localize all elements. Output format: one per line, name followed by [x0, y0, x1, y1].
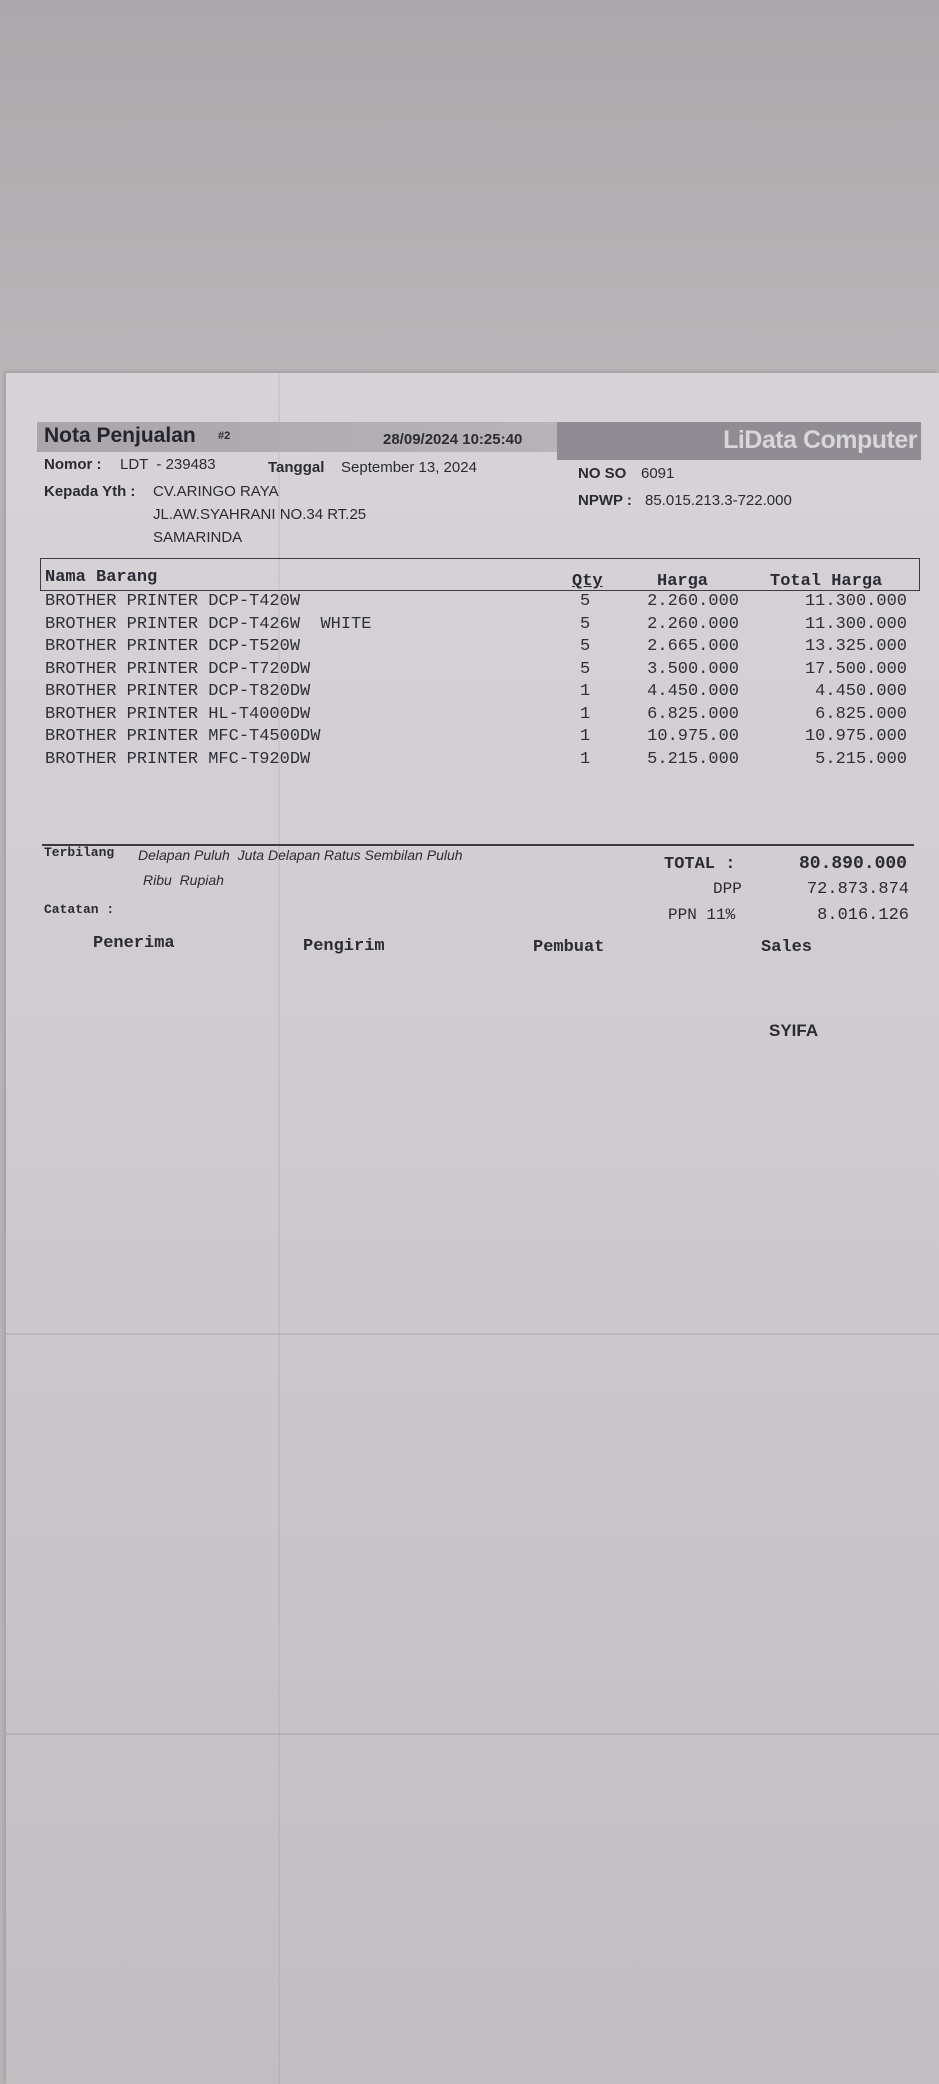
item-name: BROTHER PRINTER HL-T4000DW — [45, 705, 311, 724]
paper-fold-line — [6, 1333, 939, 1335]
column-header-qty: Qty — [572, 572, 603, 591]
item-name: BROTHER PRINTER DCP-T820DW — [45, 682, 311, 701]
item-name: BROTHER PRINTER MFC-T4500DW — [45, 727, 321, 746]
npwp-label: NPWP : — [578, 492, 632, 509]
customer-city: SAMARINDA — [153, 529, 243, 546]
table-row — [0, 727, 939, 749]
table-row — [0, 637, 939, 659]
table-row — [0, 682, 939, 704]
nomor-value: LDT - 239483 — [120, 456, 216, 473]
catatan-label: Catatan : — [44, 902, 115, 917]
item-total: 6.825.000 — [815, 705, 907, 724]
item-qty: 5 — [580, 660, 591, 679]
item-total: 17.500.000 — [804, 660, 907, 679]
kepada-label: Kepada Yth : — [44, 483, 136, 500]
total-value: 80.890.000 — [798, 854, 907, 874]
ppn-value: 8.016.126 — [817, 906, 909, 925]
background-surface — [0, 0, 939, 380]
item-total: 11.300.000 — [804, 615, 907, 634]
item-price: 2.260.000 — [647, 592, 739, 611]
item-price: 3.500.000 — [647, 660, 739, 679]
terbilang-text-line1: Delapan Puluh Juta Delapan Ratus Sembilan Puluh — [138, 847, 463, 863]
copy-mark: #2 — [218, 430, 231, 442]
terbilang-text-line2: Ribu Rupiah — [143, 872, 224, 888]
item-price: 4.450.000 — [647, 682, 739, 701]
dpp-value: 72.873.874 — [806, 880, 909, 899]
terbilang-label: Terbilang — [44, 845, 115, 860]
item-name: BROTHER PRINTER DCP-T420W — [45, 592, 301, 611]
item-qty: 1 — [580, 705, 591, 724]
item-qty: 1 — [580, 750, 591, 769]
item-price: 2.665.000 — [647, 637, 739, 656]
ppn-label: PPN 11% — [668, 906, 736, 924]
column-header-price: Harga — [657, 572, 709, 591]
item-total: 5.215.000 — [815, 750, 907, 769]
customer-address: JL.AW.SYAHRANI NO.34 RT.25 — [153, 506, 367, 523]
item-price: 6.825.000 — [647, 705, 739, 724]
no-so-value: 6091 — [641, 465, 675, 482]
sales-name: SYIFA — [769, 1021, 819, 1040]
item-qty: 5 — [580, 615, 591, 634]
item-qty: 1 — [580, 682, 591, 701]
item-qty: 5 — [580, 592, 591, 611]
table-row — [0, 705, 939, 727]
tanggal-value: September 13, 2024 — [341, 459, 477, 476]
nomor-label: Nomor : — [44, 456, 102, 473]
company-banner — [557, 422, 921, 460]
column-header-name: Nama Barang — [45, 568, 158, 587]
item-price: 5.215.000 — [647, 750, 739, 769]
table-row — [0, 592, 939, 614]
document-title: Nota Penjualan — [44, 424, 196, 447]
item-total: 13.325.000 — [804, 637, 907, 656]
signature-pengirim: Pengirim — [303, 937, 385, 956]
item-total: 10.975.000 — [804, 727, 907, 746]
item-total: 11.300.000 — [804, 592, 907, 611]
signature-pembuat: Pembuat — [533, 938, 605, 957]
signature-penerima: Penerima — [93, 934, 175, 953]
item-qty: 5 — [580, 637, 591, 656]
item-total: 4.450.000 — [815, 682, 907, 701]
column-header-total: Total Harga — [770, 572, 883, 591]
item-name: BROTHER PRINTER MFC-T920DW — [45, 750, 311, 769]
table-row — [0, 615, 939, 637]
item-name: BROTHER PRINTER DCP-T720DW — [45, 660, 311, 679]
no-so-label: NO SO — [578, 465, 627, 482]
customer-name: CV.ARINGO RAYA — [153, 483, 279, 500]
print-timestamp: 28/09/2024 10:25:40 — [383, 431, 523, 448]
dpp-label: DPP — [713, 880, 742, 898]
signature-sales: Sales — [761, 938, 813, 957]
table-row — [0, 750, 939, 772]
item-price: 10.975.00 — [647, 727, 739, 746]
npwp-value: 85.015.213.3-722.000 — [645, 492, 792, 509]
tanggal-label: Tanggal — [268, 459, 325, 476]
summary-divider — [42, 844, 914, 846]
item-name: BROTHER PRINTER DCP-T426W WHITE — [45, 615, 372, 634]
item-qty: 1 — [580, 727, 591, 746]
item-name: BROTHER PRINTER DCP-T520W — [45, 637, 301, 656]
company-name: LiData Computer — [723, 426, 917, 454]
paper-fold-line — [6, 1733, 939, 1735]
table-row — [0, 660, 939, 682]
total-label: TOTAL : — [664, 855, 736, 874]
item-price: 2.260.000 — [647, 615, 739, 634]
